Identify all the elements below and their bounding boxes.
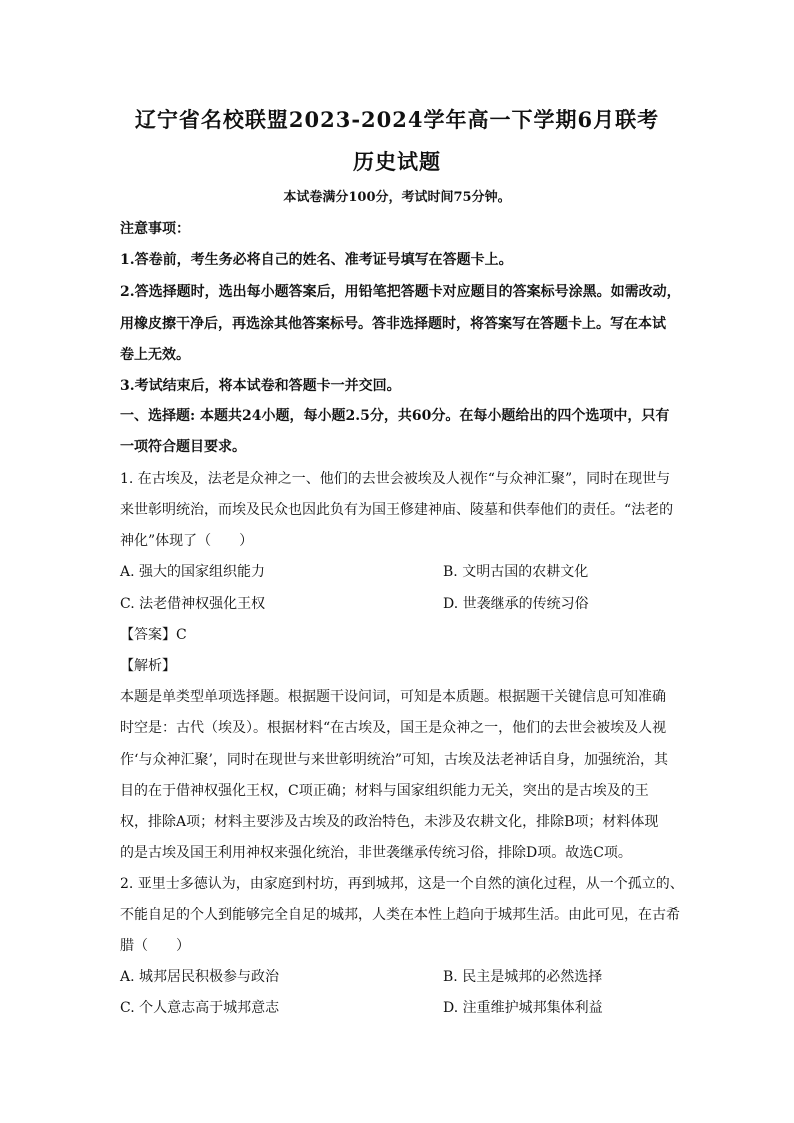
section-heading-line-2: 一项符合题目要求。 bbox=[120, 439, 246, 455]
exam-title: 辽宁省名校联盟2023-2024学年高一下学期6月联考 bbox=[134, 107, 660, 132]
question-1-option-b: B. 文明古国的农耕文化 bbox=[443, 564, 589, 580]
notice-item-1: 1.答卷前，考生务必将自己的姓名、准考证号填写在答题卡上。 bbox=[120, 252, 513, 268]
question-1-analysis-label: 【解析】 bbox=[120, 658, 176, 674]
exam-note: 本试卷满分100分，考试时间75分钟。 bbox=[283, 190, 511, 205]
exam-subject-title: 历史试题 bbox=[353, 149, 441, 174]
question-1-answer: 【答案】C bbox=[120, 627, 187, 643]
question-1-option-c: C. 法老借神权强化王权 bbox=[120, 596, 266, 612]
question-2-line-1: 2. 亚里士多德认为，由家庭到村坊，再到城邦，这是一个自然的演化过程，从一个孤立的、 bbox=[120, 876, 684, 892]
question-1-analysis-line-2: 时空是：古代（埃及）。根据材料“在古埃及，国王是众神之一，他们的去世会被埃及人视 bbox=[120, 720, 667, 736]
notice-item-2-line-1: 2.答选择题时，选出每小题答案后，用铅笔把答题卡对应题目的答案标号涂黑。如需改动， bbox=[120, 284, 681, 300]
question-1-analysis-line-5: 权，排除A项；材料主要涉及古埃及的政治特色，未涉及农耕文化，排除B项；材料体现 bbox=[120, 814, 659, 830]
question-2-option-d: D. 注重维护城邦集体利益 bbox=[443, 1000, 603, 1016]
question-2-option-b: B. 民主是城邦的必然选择 bbox=[443, 969, 603, 985]
question-1-analysis-line-6: 的是古埃及国王利用神权来强化统治，非世袭继承传统习俗，排除D项。故选C项。 bbox=[120, 845, 632, 861]
question-2-line-3: 腊（ ） bbox=[120, 938, 190, 954]
notice-item-3: 3.考试结束后，将本试卷和答题卡一并交回。 bbox=[120, 378, 401, 394]
question-1-option-d: D. 世袭继承的传统习俗 bbox=[443, 596, 589, 612]
notice-item-2-line-3: 卷上无效。 bbox=[120, 347, 190, 363]
question-1-line-1: 1. 在古埃及，法老是众神之一、他们的去世会被埃及人视作“与众神汇聚”，同时在现世与 bbox=[120, 471, 671, 487]
question-1-analysis-line-3: 作‘与众神汇聚’，同时在现世与来世彰明统治”可知，古埃及法老神话自身，加强统治，其 bbox=[120, 752, 669, 768]
question-1-line-2: 来世彰明统治，而埃及民众也因此负有为国王修建神庙、陵墓和供奉他们的责任。“法老的 bbox=[120, 502, 674, 518]
section-heading-line-1: 一、选择题: 本题共24小题，每小题2.5分，共60分。在每小题给出的四个选项中，只有 bbox=[120, 408, 670, 424]
notice-item-2-line-2: 用橡皮擦干净后，再选涂其他答案标号。答非选择题时，将答案写在答题卡上。写在本试 bbox=[120, 316, 666, 332]
question-2-option-a: A. 城邦居民积极参与政治 bbox=[120, 969, 280, 985]
question-2-line-2: 不能自足的个人到能够完全自足的城邦，人类在本性上趋向于城邦生活。由此可见，在古希 bbox=[120, 907, 680, 923]
question-1-analysis-line-1: 本题是单类型单项选择题。根据题干设问词，可知是本质题。根据题干关键信息可知准确 bbox=[120, 689, 666, 705]
question-2-option-c: C. 个人意志高于城邦意志 bbox=[120, 1000, 280, 1016]
question-1-option-a: A. 强大的国家组织能力 bbox=[120, 564, 266, 580]
question-1-line-3: 神化”体现了（ ） bbox=[120, 533, 254, 549]
question-1-analysis-line-4: 目的在于借神权强化王权，C项正确；材料与国家组织能力无关，突出的是古埃及的王 bbox=[120, 783, 649, 799]
notice-heading: 注意事项： bbox=[120, 221, 190, 237]
